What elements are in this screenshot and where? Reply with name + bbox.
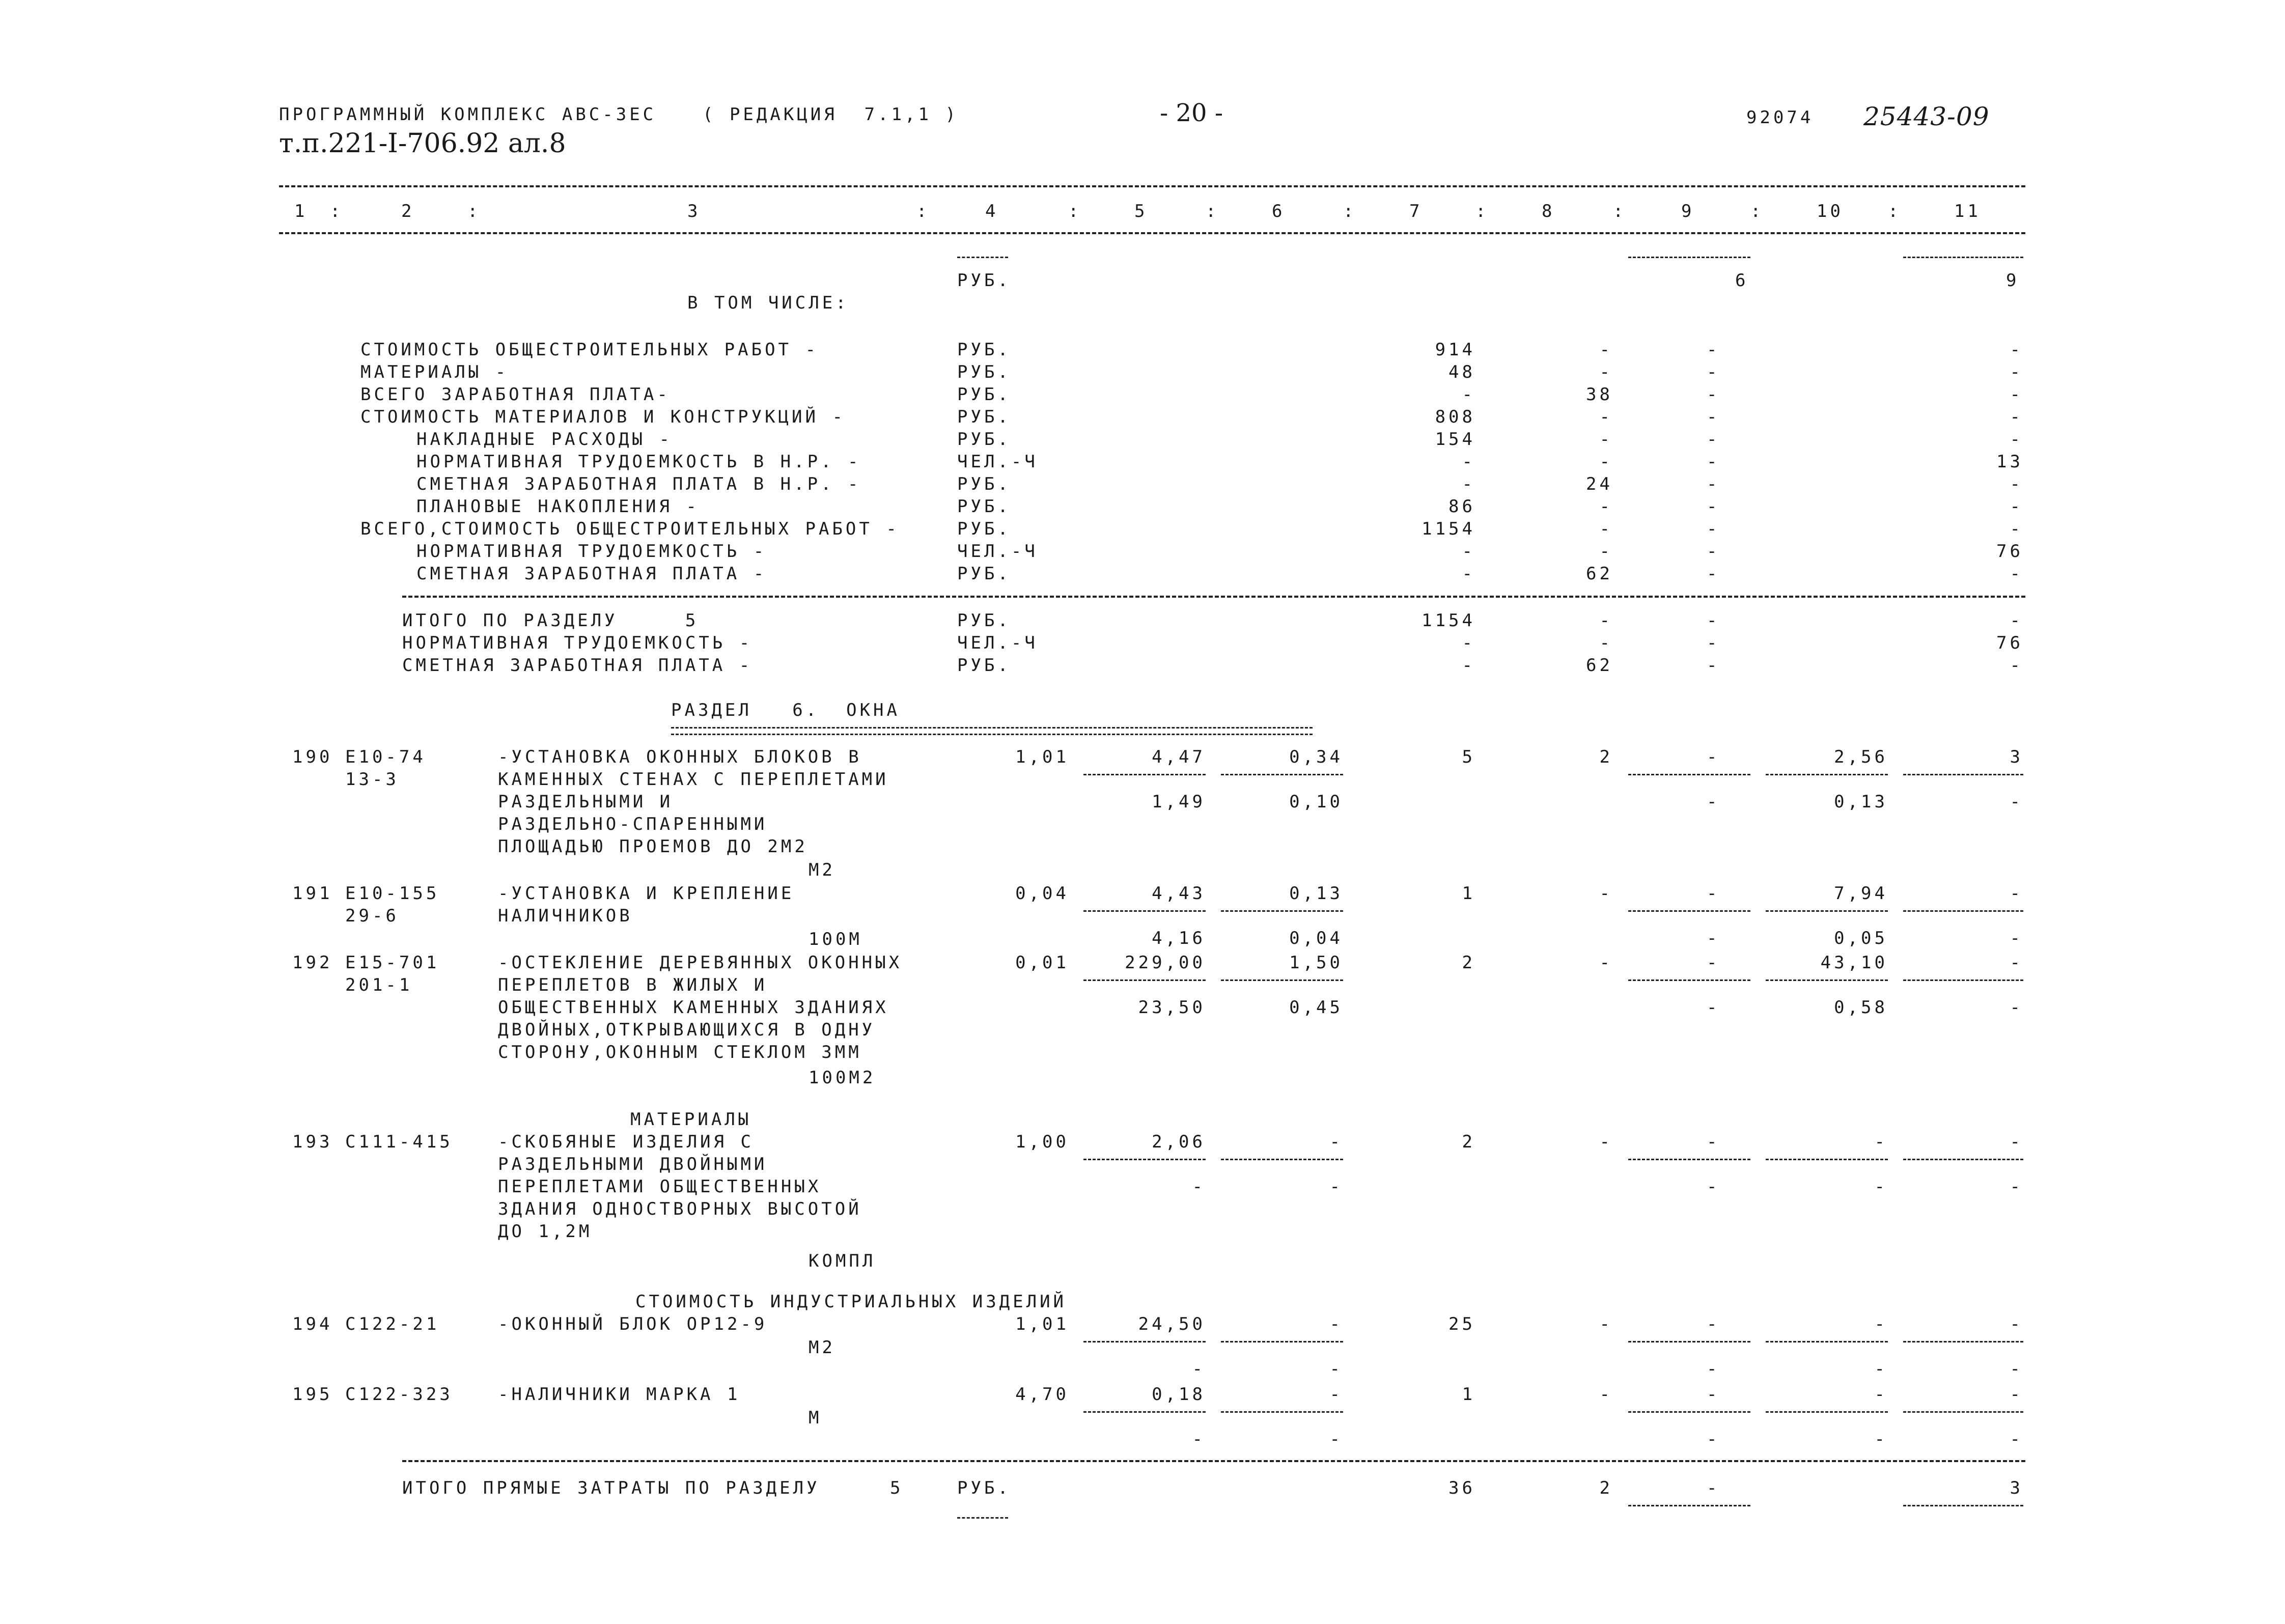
cell-value: 1,49 — [1152, 792, 1206, 812]
description-line: ДО 1,2М — [498, 1221, 593, 1242]
underline — [957, 257, 1008, 258]
cell-value: - — [1599, 953, 1613, 973]
underline — [1766, 1159, 1888, 1160]
rate-code: С122-323 — [345, 1384, 453, 1405]
cell-value: - — [1707, 1132, 1720, 1152]
cell-value: - — [1707, 564, 1720, 584]
cell-value: - — [1599, 519, 1613, 539]
column-number: 3 — [687, 201, 701, 221]
column-separator: : — [1613, 201, 1627, 221]
underline — [1628, 1505, 1750, 1506]
underline — [1766, 1411, 1888, 1413]
cell-value: 62 — [1586, 564, 1613, 584]
total-label: ИТОГО ПО РАЗДЕЛУ 5 — [402, 610, 699, 631]
column-number: 4 — [985, 201, 999, 221]
cell-value: - — [1192, 1177, 1206, 1197]
section-title: РАЗДЕЛ 6. ОКНА — [671, 700, 900, 720]
underline — [1083, 979, 1206, 981]
cell-value: - — [1707, 519, 1720, 539]
cost-label: СТОИМОСТЬ МАТЕРИАЛОВ И КОНСТРУКЦИЙ - — [360, 407, 846, 427]
cell-value: - — [1599, 362, 1613, 382]
rate-code: С111-415 — [345, 1132, 453, 1152]
description-line: ДВОЙНЫХ,ОТКРЫВАЮЩИХСЯ В ОДНУ — [498, 1020, 876, 1040]
cell-value: - — [2010, 474, 2023, 494]
total-label: СМЕТНАЯ ЗАРАБОТНАЯ ПЛАТА - — [402, 655, 753, 676]
cell-value: - — [1462, 384, 1475, 405]
direct-total-label: ИТОГО ПРЯМЫЕ ЗАТРАТЫ ПО РАЗДЕЛУ — [402, 1478, 820, 1498]
cell-value: - — [1874, 1314, 1888, 1334]
rate-code: Е10-74 — [345, 747, 426, 767]
cell-value: 38 — [1586, 384, 1613, 405]
column-number: 8 — [1542, 201, 1555, 221]
column-separator: : — [1343, 201, 1357, 221]
cell-value: - — [2010, 407, 2023, 427]
cell-value: 2 — [1599, 1478, 1613, 1498]
cell-value: - — [1462, 564, 1475, 584]
unit: РУБ. — [957, 429, 1011, 450]
cost-label: ВСЕГО ЗАРАБОТНАЯ ПЛАТА- — [360, 384, 671, 405]
cell-value: - — [1192, 1429, 1206, 1449]
unit: РУБ. — [957, 564, 1011, 584]
description-line: -СКОБЯНЫЕ ИЗДЕЛИЯ С — [498, 1132, 754, 1152]
cell-value: 0,58 — [1834, 997, 1888, 1018]
underline — [1221, 1159, 1343, 1160]
cell-value: - — [1599, 340, 1613, 360]
rate-code: 13-3 — [345, 769, 399, 790]
description-line: НАЛИЧНИКОВ — [498, 906, 633, 926]
description-line: ПЕРЕПЛЕТАМИ ОБЩЕСТВЕННЫХ — [498, 1177, 822, 1197]
cell-value: 7,94 — [1834, 883, 1888, 904]
unit: ЧЕЛ.-Ч — [957, 633, 1038, 653]
rule — [402, 596, 2025, 598]
total-label: НОРМАТИВНАЯ ТРУДОЕМКОСТЬ - — [402, 633, 753, 653]
cell-value: - — [1874, 1177, 1888, 1197]
cell-value: - — [2010, 1177, 2023, 1197]
underline — [1903, 1505, 2023, 1506]
underline — [1221, 910, 1343, 912]
cell-value: - — [2010, 928, 2023, 948]
cell-value: - — [1707, 384, 1720, 405]
cell-value: 1,50 — [1289, 953, 1343, 973]
edition-info: ( РЕДАКЦИЯ 7.1,1 ) — [703, 104, 959, 125]
cell-value: - — [1462, 541, 1475, 562]
underline — [1083, 910, 1206, 912]
cell-value: - — [1707, 655, 1720, 676]
description-line: -УСТАНОВКА И КРЕПЛЕНИЕ — [498, 883, 795, 904]
cell-value: 25 — [1448, 1314, 1475, 1334]
cell-value: - — [1599, 633, 1613, 653]
unit: РУБ. — [957, 384, 1011, 405]
cost-label: НАКЛАДНЫЕ РАСХОДЫ - — [416, 429, 673, 450]
cell-value: 2 — [1599, 747, 1613, 767]
description-line: ПЛОЩАДЬЮ ПРОЕМОВ ДО 2М2 — [498, 836, 808, 857]
cell-value: - — [1707, 953, 1720, 973]
cell-value: 0,10 — [1289, 792, 1343, 812]
cell-value: 914 — [1435, 340, 1475, 360]
unit: РУБ. — [957, 496, 1011, 517]
cell-value: 13 — [1996, 452, 2023, 472]
unit: ЧЕЛ.-Ч — [957, 452, 1038, 472]
cell-value: 24,50 — [1138, 1314, 1206, 1334]
program-name: ПРОГРАММНЫЙ КОМПЛЕКС АВС-3ЕС — [279, 104, 657, 125]
column-number: 6 — [1272, 201, 1286, 221]
cell-value: - — [2010, 340, 2023, 360]
cell-value: - — [2010, 519, 2023, 539]
underline — [1221, 1341, 1343, 1342]
cell-value: - — [1462, 452, 1475, 472]
underline — [1766, 910, 1888, 912]
cell-value: - — [1599, 452, 1613, 472]
cell-value: - — [1599, 1314, 1613, 1334]
cell-value: 4,70 — [1015, 1384, 1069, 1405]
description-line: ПЕРЕПЛЕТОВ В ЖИЛЫХ И — [498, 975, 768, 995]
column-separator: : — [1750, 201, 1764, 221]
rate-code: Е15-701 — [345, 953, 440, 973]
unit: РУБ. — [957, 407, 1011, 427]
rate-code: С122-21 — [345, 1314, 440, 1334]
cell-value: 1 — [1462, 883, 1475, 904]
underline — [1903, 979, 2023, 981]
cell-value: 2 — [1462, 1132, 1475, 1152]
cell-value: - — [1707, 1314, 1720, 1334]
column-separator: : — [916, 201, 930, 221]
description-line: -НАЛИЧНИКИ МАРКА 1 — [498, 1384, 741, 1405]
cell-value: - — [1874, 1359, 1888, 1379]
cost-label: СМЕТНАЯ ЗАРАБОТНАЯ ПЛАТА - — [416, 564, 767, 584]
underline — [1628, 1411, 1750, 1413]
cell-value: - — [2010, 429, 2023, 450]
cell-value: 9 — [2006, 270, 2020, 291]
underline — [1628, 979, 1750, 981]
cell-value: - — [2010, 1384, 2023, 1405]
unit: РУБ. — [957, 362, 1011, 382]
unit: РУБ. — [957, 270, 1011, 291]
column-number: 7 — [1409, 201, 1423, 221]
cell-value: 1154 — [1422, 519, 1475, 539]
cell-value: 4,47 — [1152, 747, 1206, 767]
cell-value: - — [2010, 792, 2023, 812]
page-number: - 20 - — [1160, 99, 1223, 127]
underline — [1766, 774, 1888, 775]
column-number: 2 — [401, 201, 415, 221]
cell-value: 0,04 — [1289, 928, 1343, 948]
cost-label: МАТЕРИАЛЫ - — [360, 362, 509, 382]
underline — [1221, 774, 1343, 775]
cell-value: 154 — [1435, 429, 1475, 450]
cell-value: 6 — [1735, 270, 1749, 291]
cell-value: 23,50 — [1138, 997, 1206, 1018]
cell-value: - — [1707, 1359, 1720, 1379]
unit: РУБ. — [957, 655, 1011, 676]
cell-value: 62 — [1586, 655, 1613, 676]
description-line: -УСТАНОВКА ОКОННЫХ БЛОКОВ В — [498, 747, 862, 767]
cell-value: 1,01 — [1015, 747, 1069, 767]
rule — [402, 1460, 2025, 1462]
cell-value: - — [1707, 1177, 1720, 1197]
cell-value: - — [1707, 340, 1720, 360]
description-line: КАМЕННЫХ СТЕНАХ С ПЕРЕПЛЕТАМИ — [498, 769, 889, 790]
cell-value: 43,10 — [1820, 953, 1888, 973]
doc-number-handwritten: 25443-09 — [1863, 102, 1990, 131]
cell-value: - — [1599, 496, 1613, 517]
cell-value: 0,34 — [1289, 747, 1343, 767]
cell-value: 24 — [1586, 474, 1613, 494]
cell-value: - — [2010, 997, 2023, 1018]
cell-value: - — [1329, 1384, 1343, 1405]
cell-value: 1154 — [1422, 610, 1475, 631]
rate-code: Е10-155 — [345, 883, 440, 904]
cell-value: - — [1707, 633, 1720, 653]
cost-label: СТОИМОСТЬ ОБЩЕСТРОИТЕЛЬНЫХ РАБОТ - — [360, 340, 819, 360]
cell-value: 36 — [1448, 1478, 1475, 1498]
cell-value: - — [1192, 1359, 1206, 1379]
unit: РУБ. — [957, 519, 1011, 539]
cell-value: - — [1599, 407, 1613, 427]
underline — [1083, 1341, 1206, 1342]
column-number: 5 — [1134, 201, 1148, 221]
cell-value: - — [1599, 1384, 1613, 1405]
cell-value: - — [2010, 1429, 2023, 1449]
cell-value: 2,56 — [1834, 747, 1888, 767]
cell-value: - — [2010, 496, 2023, 517]
cell-value: 0,13 — [1289, 883, 1343, 904]
unit: РУБ. — [957, 340, 1011, 360]
cell-value: - — [1329, 1429, 1343, 1449]
unit: РУБ. — [957, 474, 1011, 494]
column-separator: : — [1068, 201, 1082, 221]
column-number: 9 — [1681, 201, 1695, 221]
underline — [1903, 910, 2023, 912]
cell-value: 3 — [2010, 1478, 2023, 1498]
column-number: 10 — [1817, 201, 1844, 221]
industrial-heading: СТОИМОСТЬ ИНДУСТРИАЛЬНЫХ ИЗДЕЛИЙ — [635, 1292, 1067, 1312]
cell-value: - — [1599, 883, 1613, 904]
cell-value: 5 — [1462, 747, 1475, 767]
cell-value: 229,00 — [1125, 953, 1206, 973]
cell-value: 48 — [1448, 362, 1475, 382]
cell-value: 1,00 — [1015, 1132, 1069, 1152]
cell-value: - — [2010, 564, 2023, 584]
cell-value: - — [1707, 496, 1720, 517]
cell-value: - — [1707, 883, 1720, 904]
cost-label: ВСЕГО,СТОИМОСТЬ ОБЩЕСТРОИТЕЛЬНЫХ РАБОТ - — [360, 519, 900, 539]
column-number: 1 — [294, 201, 308, 221]
cell-value: - — [2010, 1132, 2023, 1152]
including-heading: В ТОМ ЧИСЛЕ: — [687, 293, 849, 313]
cell-value: - — [2010, 384, 2023, 405]
cell-value: 1 — [1462, 1384, 1475, 1405]
cell-value: 2,06 — [1152, 1132, 1206, 1152]
description-line: ОБЩЕСТВЕННЫХ КАМЕННЫХ ЗДАНИЯХ — [498, 997, 889, 1018]
cell-value: 1,01 — [1015, 1314, 1069, 1334]
cell-value: 86 — [1448, 496, 1475, 517]
cell-value: - — [1707, 1478, 1720, 1498]
cell-value: 3 — [2010, 747, 2023, 767]
underline — [957, 1517, 1008, 1519]
cell-value: - — [1707, 928, 1720, 948]
description-line: -ОСТЕКЛЕНИЕ ДЕРЕВЯННЫХ ОКОННЫХ — [498, 953, 903, 973]
rule — [279, 185, 2025, 187]
cell-value: - — [1707, 474, 1720, 494]
column-separator: : — [330, 201, 344, 221]
underline — [1903, 1341, 2023, 1342]
cell-value: - — [2010, 655, 2023, 676]
cell-value: - — [1874, 1429, 1888, 1449]
column-separator: : — [1475, 201, 1489, 221]
unit: М — [809, 1408, 822, 1428]
cell-value: - — [1707, 1384, 1720, 1405]
cell-value: - — [1707, 610, 1720, 631]
underline — [1903, 1411, 2023, 1413]
row-number: 191 — [292, 883, 333, 904]
description-line: ЗДАНИЯ ОДНОСТВОРНЫХ ВЫСОТОЙ — [498, 1199, 862, 1219]
cell-value: - — [1329, 1177, 1343, 1197]
cell-value: - — [2010, 1314, 2023, 1334]
unit: 100М — [809, 929, 862, 949]
cell-value: - — [1707, 407, 1720, 427]
column-separator: : — [1206, 201, 1219, 221]
cell-value: - — [1462, 633, 1475, 653]
cell-value: 76 — [1996, 633, 2023, 653]
underline — [1628, 910, 1750, 912]
cell-value: - — [1462, 655, 1475, 676]
row-number: 195 — [292, 1384, 333, 1405]
cell-value: 4,43 — [1152, 883, 1206, 904]
cell-value: - — [2010, 953, 2023, 973]
underline — [1221, 979, 1343, 981]
column-separator: : — [467, 201, 481, 221]
cell-value: 0,18 — [1152, 1384, 1206, 1405]
cell-value: - — [1599, 610, 1613, 631]
cost-label: СМЕТНАЯ ЗАРАБОТНАЯ ПЛАТА В Н.Р. - — [416, 474, 861, 494]
underline — [1766, 1341, 1888, 1342]
underline — [1766, 979, 1888, 981]
materials-heading: МАТЕРИАЛЫ — [630, 1109, 752, 1130]
cell-value: - — [1707, 429, 1720, 450]
cell-value: - — [1329, 1314, 1343, 1334]
cell-value: - — [1707, 362, 1720, 382]
unit: 100М2 — [809, 1068, 876, 1088]
underline — [1083, 774, 1206, 775]
cell-value: 0,04 — [1015, 883, 1069, 904]
cell-value: 4,16 — [1152, 928, 1206, 948]
cell-value: - — [1329, 1359, 1343, 1379]
underline — [1628, 257, 1750, 258]
rate-code: 201-1 — [345, 975, 413, 995]
unit: М2 — [809, 860, 835, 880]
print-code: 92074 — [1746, 107, 1814, 128]
underline — [1221, 1411, 1343, 1413]
cell-value: - — [1707, 747, 1720, 767]
column-number: 11 — [1954, 201, 1981, 221]
description-line: РАЗДЕЛЬНО-СПАРЕННЫМИ — [498, 814, 768, 834]
cost-label: НОРМАТИВНАЯ ТРУДОЕМКОСТЬ - — [416, 541, 767, 562]
title-underline — [671, 727, 1313, 735]
underline — [1903, 1159, 2023, 1160]
cost-label: ПЛАНОВЫЕ НАКОПЛЕНИЯ - — [416, 496, 700, 517]
cell-value: - — [1707, 541, 1720, 562]
row-number: 194 — [292, 1314, 333, 1334]
underline — [1903, 774, 2023, 775]
unit: М2 — [809, 1337, 835, 1358]
cell-value: 808 — [1435, 407, 1475, 427]
underline — [1903, 257, 2023, 258]
underline — [1083, 1159, 1206, 1160]
underline — [1628, 1341, 1750, 1342]
row-number: 190 — [292, 747, 333, 767]
cell-value: - — [1707, 997, 1720, 1018]
underline — [1628, 774, 1750, 775]
cost-label: НОРМАТИВНАЯ ТРУДОЕМКОСТЬ В Н.Р. - — [416, 452, 861, 472]
cell-value: - — [1599, 541, 1613, 562]
description-line: -ОКОННЫЙ БЛОК ОР12-9 — [498, 1314, 768, 1334]
direct-total-section: 5 — [890, 1478, 904, 1498]
cell-value: 0,13 — [1834, 792, 1888, 812]
cell-value: - — [1462, 474, 1475, 494]
cell-value: - — [1329, 1132, 1343, 1152]
unit: РУБ. — [957, 610, 1011, 631]
row-number: 193 — [292, 1132, 333, 1152]
cell-value: - — [1874, 1384, 1888, 1405]
cell-value: 0,45 — [1289, 997, 1343, 1018]
unit: РУБ. — [957, 1478, 1011, 1498]
rate-code: 29-6 — [345, 906, 399, 926]
description-line: РАЗДЕЛЬНЫМИ И — [498, 792, 674, 812]
cell-value: 0,05 — [1834, 928, 1888, 948]
unit: ЧЕЛ.-Ч — [957, 541, 1038, 562]
cell-value: - — [1599, 429, 1613, 450]
cell-value: - — [1707, 1429, 1720, 1449]
cell-value: - — [1707, 452, 1720, 472]
cell-value: - — [2010, 610, 2023, 631]
underline — [1083, 1411, 1206, 1413]
rule — [279, 232, 2025, 234]
description-line: СТОРОНУ,ОКОННЫМ СТЕКЛОМ 3ММ — [498, 1042, 862, 1062]
unit: КОМПЛ — [809, 1251, 876, 1271]
cell-value: - — [1599, 1132, 1613, 1152]
row-number: 192 — [292, 953, 333, 973]
cell-value: - — [2010, 362, 2023, 382]
cell-value: - — [1874, 1132, 1888, 1152]
cell-value: - — [2010, 883, 2023, 904]
cell-value: - — [1707, 792, 1720, 812]
description-line: РАЗДЕЛЬНЫМИ ДВОЙНЫМИ — [498, 1154, 768, 1174]
cell-value: 0,01 — [1015, 953, 1069, 973]
cell-value: 76 — [1996, 541, 2023, 562]
cell-value: 2 — [1462, 953, 1475, 973]
underline — [1628, 1159, 1750, 1160]
document-subtitle: т.п.221-I-706.92 ал.8 — [279, 128, 566, 159]
cell-value: - — [2010, 1359, 2023, 1379]
column-separator: : — [1888, 201, 1902, 221]
